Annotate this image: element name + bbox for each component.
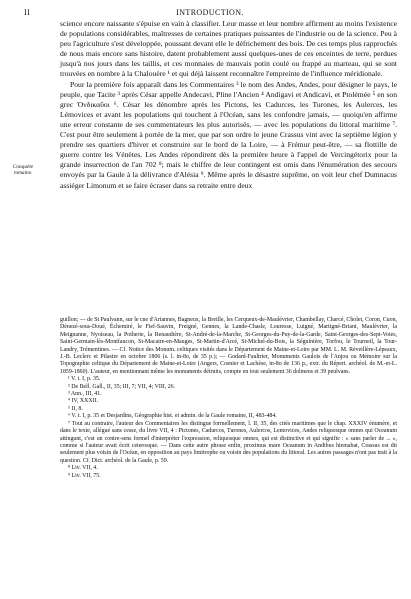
margin-note: Conquête romaine. [12, 164, 34, 176]
footnote-1: ¹ V. t. I, p. 35. [68, 376, 101, 383]
footnote-continued: guillon; — de St Paulvann, sur le cne d'Artannes, Bagneux, la Breille, les Cerqueux-de-Maulévrier, Chambellay, Charcé, Cholet, Coron, Cuon, Dénezé-sous-Doué, Échemiré, le Fief-Sauvin, Freigné, Gennes, la Lande-Chasle, Louresse, Luigné, Martigné-Briant, Maulévrier, la Meignanne, Nyoiseau, la Potherie, la Renaudière, St-André-de-la-Marche, St-Georges-du-Puy-de-la-Garde, Saint-Georges-des-Sept-Voies, Saint-Germain-lès-Montfaucon, St-Macaire-en-Mauges, St-Martin-d'Arcé, St-Michel-du-Bois, la Séguinière, Torfou, le Tourneil, la Tour-Landry, Trémentines. — Cf. Notice des Monum. celtiques visités dans le Département de Maine-et-Loire par MM. L. M. Réveillère-Lépeaux, J.-B. Leclerc et Pilastre en octobre 1806 (s. l. in-8o, de 35 p.); — Godard-Faultrier, Monuments Gaulois de l'Anjou ou Mémoire sur la Topographie celtique du Département de Maine-et-Loire (Angers, Cosnier et Lachèse, in-8o de 136 p., extr. du Répert. archéol. de M.-et-L. 1859-1860). L'auteur, en mentionnant même les monuments détruits, compte en tout seulement 36 dolmens et 39 peulvans. [60, 317, 397, 375]
page-number: II [24, 8, 31, 17]
footnote-5: ⁵ II, 8. [68, 405, 83, 412]
paragraph-1: science encore naissante s'épuise en vain à classifier. Leur masse et leur nombre affirment au moins l'existence de populations considérables, maîtresses de certaines pratiques puissantes de l'industrie ou de la science. Peu à peu l'agriculture s'est développée, poussant devant elle le défrichement des bois. De ces temps plus rapprochés de nous mais encore sans histoire, datent probablement aussi quelques-unes de ces enceintes de terre, perdues jusqu'à nos jours dans les taillis, et ces monnaies de mauvais potin coulé ou frappé au marteau, qui se sont trouvées en nombre à la Chalouère ¹ et qui déjà laissent reconnaître l'empreinte de l'influence méridionale. [60, 19, 397, 79]
paragraph-2: Pour la première fois apparaît dans les Commentaires ² le nom des Andes, Andes, pour désigner le pays, le peuple, que Tacite ³ après César appelle Andecavi, Pline l'Ancien ⁴ Andigavi et Andicavi, et Ptolémée ⁵ en son grec Ὀνδικαῦοι ⁶. César les dénombre après les Pictons, les Cadurces, les Turones, les Aulerces, les Lémovices et avant les populations qui touchent à l'Océan, sans les confondre jamais, — quoiqu'en affirme une erreur constante de ses commentateurs les plus autorisés, — avec les populations du littoral maritime ⁷. C'est pour être seulement à portée de la mer, que par son ordre le jeune Crassus vint avec la septième légion y prendre ses quartiers d'hiver et construire sur le bord de la Loire, — à Frémur peut-être, — sa flottille de guerre contre les Vénètes. Les Andes répondirent dès la première heure à l'appel de Vercingétorix pour la grande insurrection de l'an 702 ⁸; mais le chiffre de leur contingent est omis dans l'énumération des secours envoyés par la Gaule à la délivrance d'Alésia ⁹. Même après le désastre suprême, on voit leur chef Dumnacus assiéger Limonum et se faire écraser dans sa retraite entre deux [60, 79, 397, 190]
footnote-9: ⁹ Liv. VII, 75. [68, 472, 101, 479]
footnote-3: ³ Ann., III, 41. [68, 391, 102, 398]
running-title: INTRODUCTION. [176, 8, 244, 17]
footnotes [60, 317, 397, 480]
footnote-6: ⁶ V. t. I, p. 35 et Desjardins, Géographie hist. et admin. de la Gaule romaine, II, 483-484. [68, 413, 277, 420]
footnote-4: ⁴ IV, XXXII. [68, 398, 99, 405]
footnote-2: ² De Bell. Gall., II, 35; III, 7; VII, 4; VIII, 26. [68, 383, 176, 390]
main-text [60, 19, 397, 191]
footnote-7: ⁷ Tout au contraire, l'auteur des Commentaires les distingue formellement, l. II, 35, des cités maritimes que le chap. XXXIV énumère, et dans le texte, allégué sans cesse, du livre VII, 4 : Pictones, Cadurcos, Turones, Aulercos, Lemovices, Andes reliquosque omnes qui Oceanum attingunt, c'est un contre-sens formel d'interpréter l'expression, reliquosque omnes, qui est distinctive et qui signifie : « sans parler de ... », comme si l'auteur avait écrit ceterosque. — Dans cette autre phrase enfin, proximus mare Oceanum in Andibus hiemabat, Crassus est dit seulement plus voisin de l'Océan, en opposition au pays limitrophe ou voisin des populations du littoral. Les autres passages n'ont pas trait à la question. Cf. Dict. archéol. de la Gaule, p. 59. [60, 420, 397, 464]
footnote-8: ⁸ Liv. VII, 4. [68, 465, 98, 472]
